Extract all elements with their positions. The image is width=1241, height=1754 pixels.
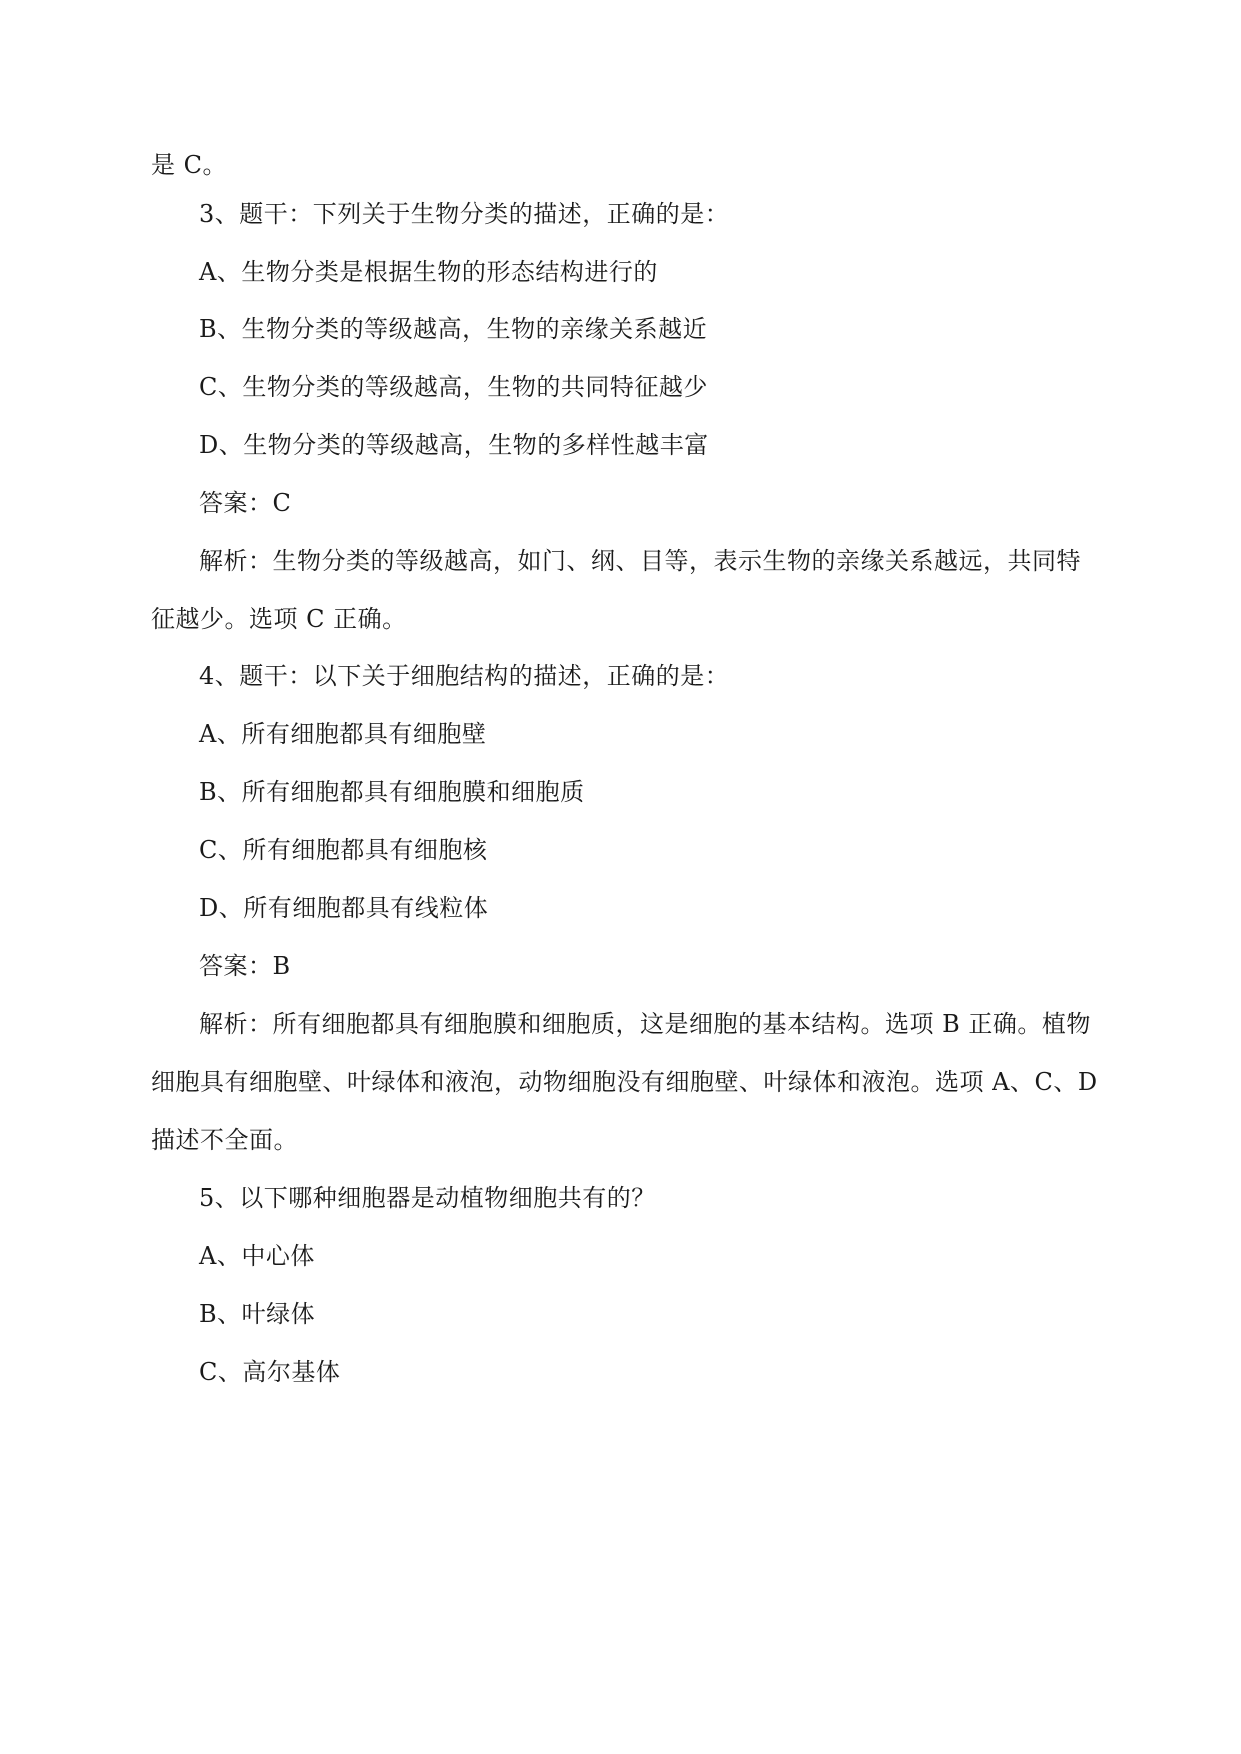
question-3-analysis-cont: 征越少。选项 C 正确。 xyxy=(151,605,407,633)
question-3-option-a: A、生物分类是根据生物的形态结构进行的 xyxy=(199,258,658,286)
question-5-option-a: A、中心体 xyxy=(199,1242,315,1270)
question-4-option-d: D、所有细胞都具有线粒体 xyxy=(199,894,489,922)
question-3-stem: 3、题干：下列关于生物分类的描述，正确的是： xyxy=(199,200,730,228)
question-5-option-b: B、叶绿体 xyxy=(199,1300,316,1328)
question-4-option-b: B、所有细胞都具有细胞膜和细胞质 xyxy=(199,778,585,806)
question-5-option-c: C、高尔基体 xyxy=(199,1358,341,1386)
question-4-analysis-cont-1: 细胞具有细胞壁、叶绿体和液泡，动物细胞没有细胞壁、叶绿体和液泡。选项 A、C、D xyxy=(151,1068,1098,1096)
question-4-option-a: A、所有细胞都具有细胞壁 xyxy=(199,720,487,748)
question-3-analysis: 解析：生物分类的等级越高，如门、纲、目等，表示生物的亲缘关系越远，共同特 xyxy=(199,547,1081,575)
question-3-option-c: C、生物分类的等级越高，生物的共同特征越少 xyxy=(199,373,708,401)
question-3-option-d: D、生物分类的等级越高，生物的多样性越丰富 xyxy=(199,431,709,459)
question-4-analysis-cont-2: 描述不全面。 xyxy=(151,1126,298,1154)
question-3-option-b: B、生物分类的等级越高，生物的亲缘关系越近 xyxy=(199,315,708,343)
continuation-answer-text: 是 C。 xyxy=(151,151,227,179)
question-4-analysis: 解析：所有细胞都具有细胞膜和细胞质，这是细胞的基本结构。选项 B 正确。植物 xyxy=(199,1010,1091,1038)
question-4-stem: 4、题干：以下关于细胞结构的描述，正确的是： xyxy=(199,662,730,690)
question-5-stem: 5、以下哪种细胞器是动植物细胞共有的？ xyxy=(199,1184,656,1212)
question-4-option-c: C、所有细胞都具有细胞核 xyxy=(199,836,488,864)
question-4-answer: 答案：B xyxy=(199,952,291,980)
question-3-answer: 答案：C xyxy=(199,489,292,517)
